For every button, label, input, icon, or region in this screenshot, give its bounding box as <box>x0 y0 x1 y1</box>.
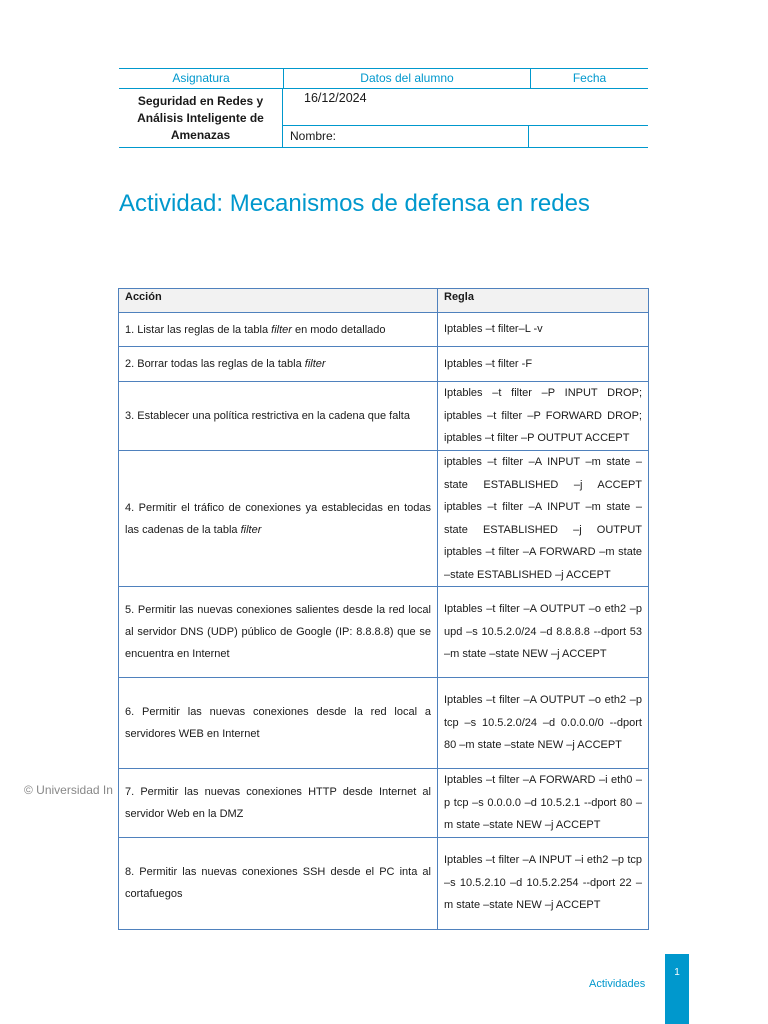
rule-cell: Iptables –t filter –A FORWARD –i eth0 –p tcp –s 0.0.0.0 –d 10.5.2.1 --dport 80 –m state –state NEW –j ACCEPT <box>438 769 649 838</box>
page-title: Actividad: Mecanismos de defensa en redes <box>119 190 590 217</box>
header-action: Acción <box>119 289 438 313</box>
footer-section-label: Actividades <box>589 978 646 990</box>
name-row <box>283 126 648 147</box>
date-value: 16/12/2024 <box>283 89 648 126</box>
table-row <box>119 678 649 769</box>
copyright-text: © Universidad In <box>24 783 113 797</box>
table-row <box>119 347 649 382</box>
header-rule: Regla <box>438 289 649 313</box>
action-cell: 4. Permitir el tráfico de conexiones ya establecidas en todas las cadenas de la tabla filter <box>119 451 438 587</box>
col-date-label: Fecha <box>572 71 607 85</box>
rule-cell: Iptables –t filter -F <box>438 347 649 382</box>
rule-cell: iptables –t filter –A INPUT –m state –state ESTABLISHED –j ACCEPT iptables –t filter –A INPUT –m state –state ESTABLISHED –j OUTPUT iptables –t filter –A FORWARD –m state –state ESTABLISHED –j ACCEPT <box>438 451 649 587</box>
col-subject-label: Asignatura <box>119 69 284 88</box>
table-row <box>119 313 649 347</box>
rule-cell: Iptables –t filter –A OUTPUT –o eth2 –p upd –s 10.5.2.0/24 –d 8.8.8.8 --dport 53 –m state –state NEW –j ACCEPT <box>438 587 649 678</box>
col-student-label: Datos del alumno <box>284 69 531 88</box>
action-cell: 5. Permitir las nuevas conexiones salientes desde la red local al servidor DNS (UDP) público de Google (IP: 8.8.8.8) que se encuentra en Internet <box>119 587 438 678</box>
rule-cell: Iptables –t filter–L -v <box>438 313 649 347</box>
header-columns <box>119 68 648 89</box>
table-row <box>119 451 649 587</box>
header-body <box>119 89 648 148</box>
student-data <box>283 89 648 147</box>
rule-cell: Iptables –t filter –A INPUT –i eth2 –p tcp –s 10.5.2.10 –d 10.5.2.254 --dport 22 –m state –state NEW –j ACCEPT <box>438 837 649 929</box>
rule-cell: Iptables –t filter –A OUTPUT –o eth2 –p tcp –s 10.5.2.0/24 –d 0.0.0.0/0 --dport 80 –m state –state NEW –j ACCEPT <box>438 678 649 769</box>
action-cell: 2. Borrar todas las reglas de la tabla filter <box>119 347 438 382</box>
page-number: 1 <box>674 967 680 978</box>
name-label: Nombre: <box>283 126 529 147</box>
rules-table <box>118 288 649 930</box>
table-row <box>119 769 649 838</box>
table-header-row <box>119 289 649 313</box>
action-cell: 3. Establecer una política restrictiva en la cadena que falta <box>119 382 438 451</box>
subject-name: Seguridad en Redes y Análisis Inteligente de Amenazas <box>119 89 283 147</box>
header-table <box>119 68 648 148</box>
date-cell <box>529 126 648 147</box>
page-number-tab <box>665 954 689 1024</box>
table-row <box>119 587 649 678</box>
action-cell: 1. Listar las reglas de la tabla filter en modo detallado <box>119 313 438 347</box>
rule-cell: Iptables –t filter –P INPUT DROP; iptables –t filter –P FORWARD DROP; iptables –t filter –P OUTPUT ACCEPT <box>438 382 649 451</box>
table-row <box>119 837 649 929</box>
action-cell: 7. Permitir las nuevas conexiones HTTP desde Internet al servidor Web en la DMZ <box>119 769 438 838</box>
table-row <box>119 382 649 451</box>
action-cell: 8. Permitir las nuevas conexiones SSH desde el PC inta al cortafuegos <box>119 837 438 929</box>
action-cell: 6. Permitir las nuevas conexiones desde la red local a servidores WEB en Internet <box>119 678 438 769</box>
